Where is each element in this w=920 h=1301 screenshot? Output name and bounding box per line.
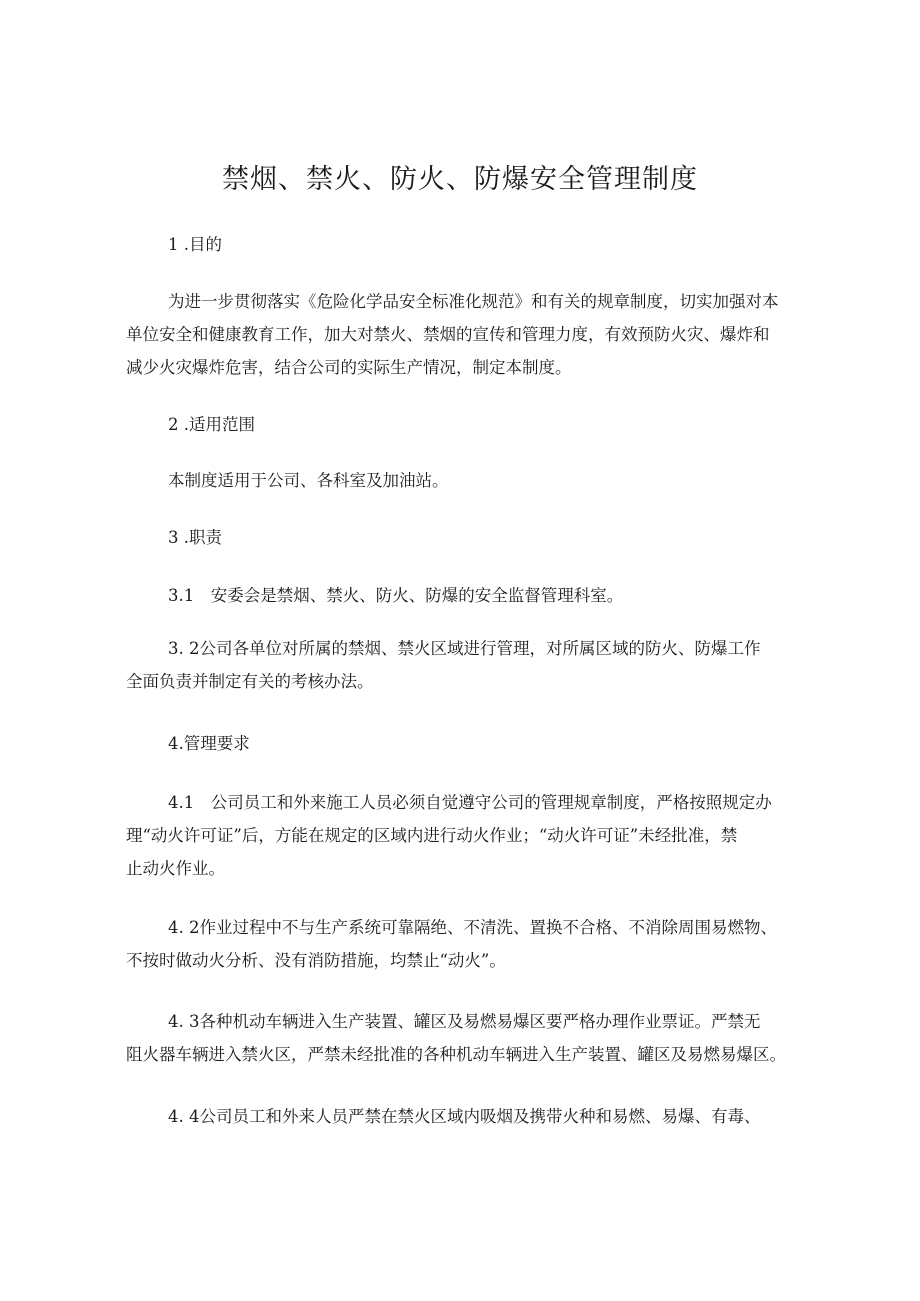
section-2-heading: 2 .适用范围 bbox=[168, 415, 255, 434]
section-1-body-line-2: 单位安全和健康教育工作，加大对禁火、禁烟的宣传和管理力度，有效预防火灾、爆炸和 bbox=[126, 325, 770, 344]
section-1-heading: 1 .目的 bbox=[168, 235, 222, 254]
section-4-3 bbox=[126, 1005, 806, 1071]
section-3-2-line-2: 全面负责并制定有关的考核办法。 bbox=[126, 672, 374, 691]
section-2-body: 本制度适用于公司、各科室及加油站。 bbox=[168, 471, 449, 490]
section-4-2 bbox=[126, 911, 806, 977]
section-4-2-line-1: 4. 2作业过程中不与生产系统可靠隔绝、不清洗、置换不合格、不消除周围易燃物、 bbox=[168, 918, 777, 937]
section-4-heading: 4.管理要求 bbox=[168, 734, 250, 753]
section-3-1: 3.1 安委会是禁烟、禁火、防火、防爆的安全监督管理科室。 bbox=[168, 586, 624, 605]
section-3-2 bbox=[126, 632, 806, 698]
section-3-heading: 3 .职责 bbox=[168, 528, 222, 547]
section-1-body-line-1: 为进一步贯彻落实《危险化学品安全标准化规范》和有关的规章制度，切实加强对本 bbox=[168, 292, 779, 311]
section-4-3-line-1: 4. 3各种机动车辆进入生产装置、罐区及易燃易爆区要严格办理作业票证。严禁无 bbox=[168, 1012, 761, 1031]
section-4-2-line-2: 不按时做动火分析、没有消防措施，均禁止“动火”。 bbox=[126, 951, 506, 970]
section-4-1 bbox=[126, 786, 806, 885]
section-4-4 bbox=[126, 1100, 806, 1133]
section-3-2-line-1: 3. 2公司各单位对所属的禁烟、禁火区域进行管理，对所属区域的防火、防爆工作 bbox=[168, 639, 761, 658]
document-title: 禁烟、禁火、防火、防爆安全管理制度 bbox=[222, 164, 698, 195]
section-4-1-line-1: 4.1 公司员工和外来施工人员必须自觉遵守公司的管理规章制度，严格按照规定办 bbox=[168, 793, 772, 812]
section-1-body-line-3: 减少火灾爆炸危害，结合公司的实际生产情况，制定本制度。 bbox=[126, 358, 572, 377]
section-4-1-line-2: 理“动火许可证”后，方能在规定的区域内进行动火作业；“动火许可证”未经批准，禁 bbox=[126, 826, 738, 845]
section-4-1-line-3: 止动火作业。 bbox=[126, 859, 225, 878]
section-1-body bbox=[126, 285, 806, 384]
section-4-3-line-2: 阻火器车辆进入禁火区，严禁未经批准的各种机动车辆进入生产装置、罐区及易燃易爆区。 bbox=[126, 1045, 786, 1064]
section-4-4-line-1: 4. 4公司员工和外来人员严禁在禁火区域内吸烟及携带火种和易燃、易爆、有毒、 bbox=[168, 1107, 761, 1126]
